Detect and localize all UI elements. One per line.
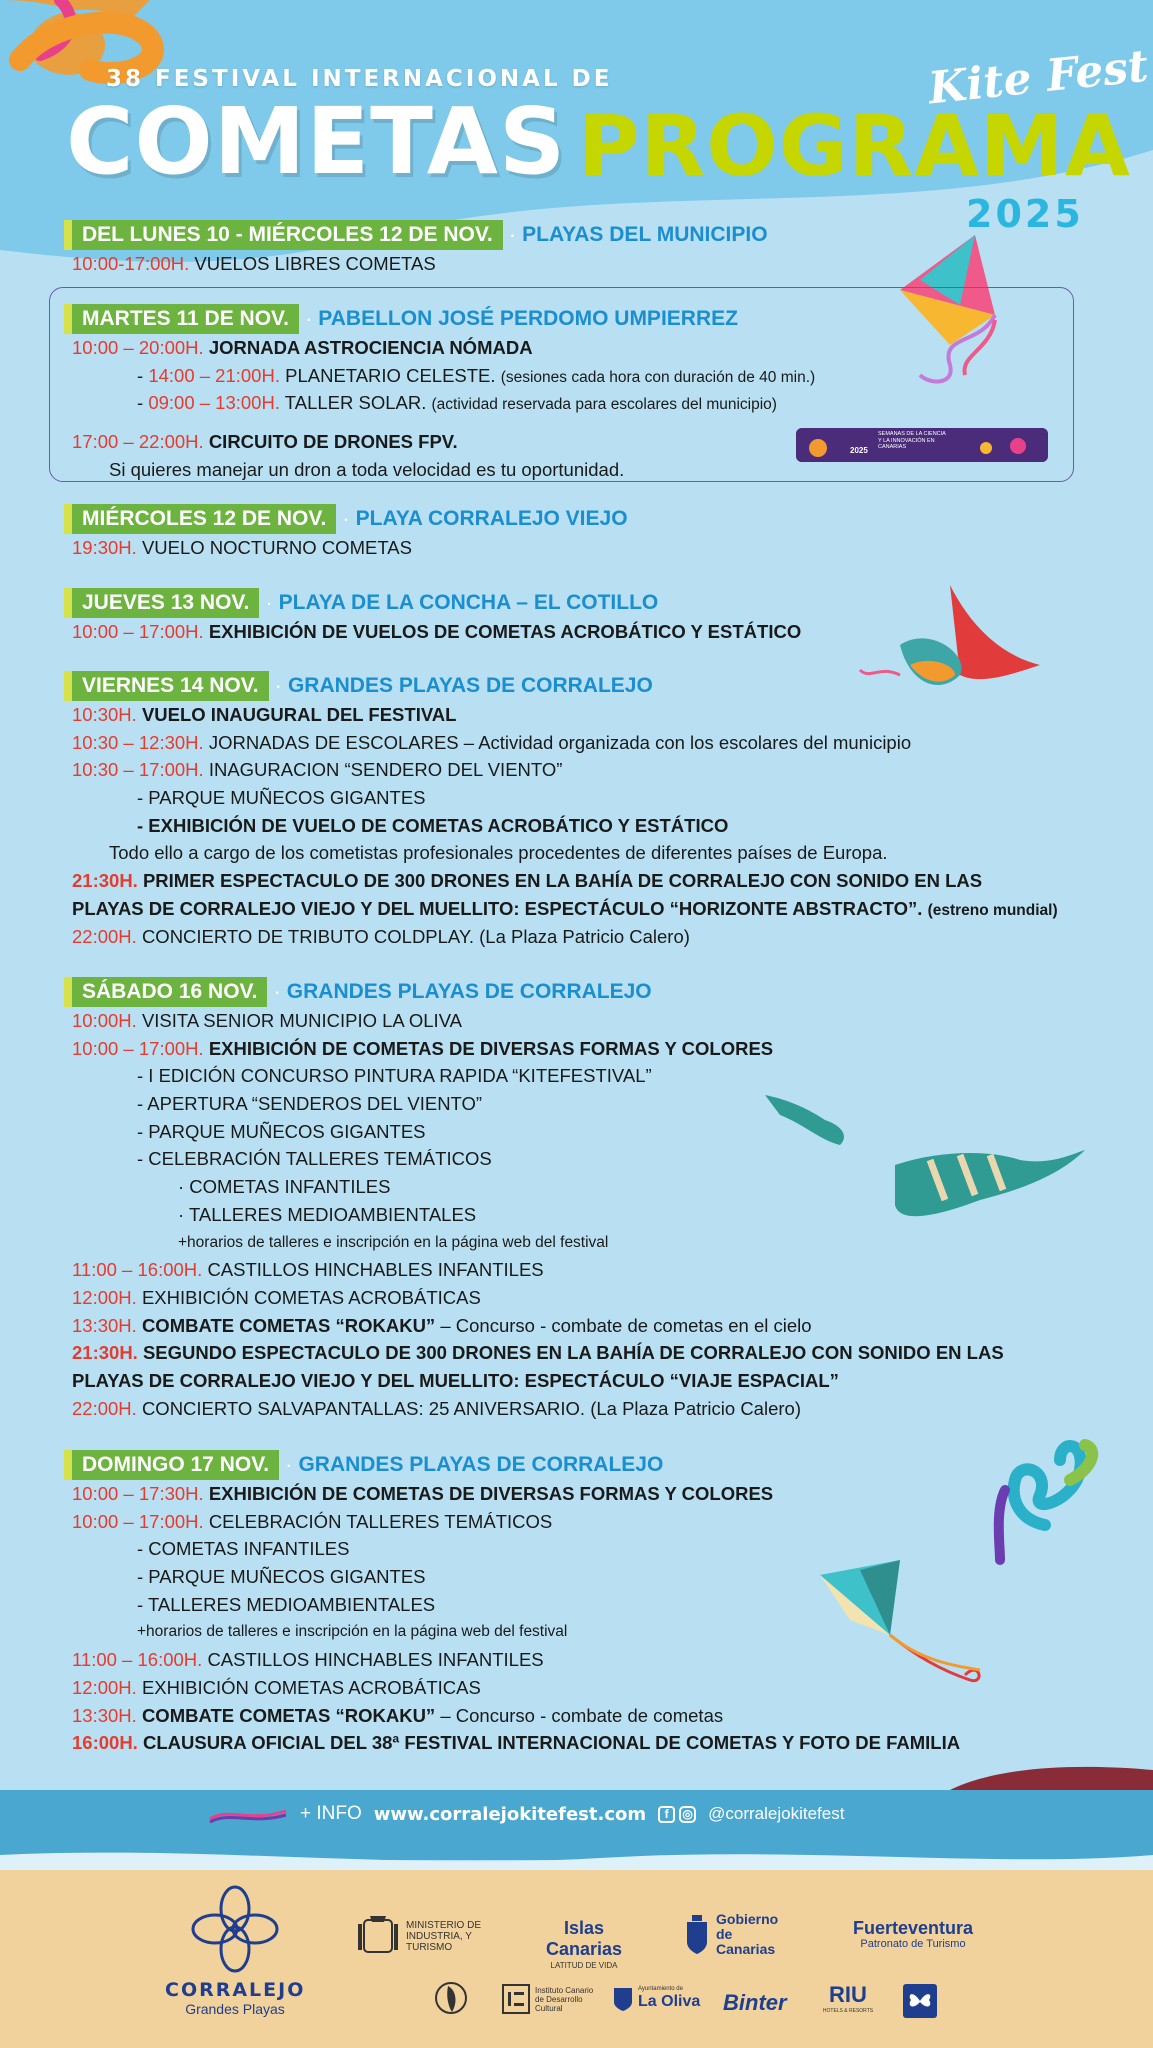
program-section: VIERNES 14 NOV. · GRANDES PLAYAS DE CORRALEJO 10:30H. VUELO INAUGURAL DEL FESTIVAL 10:30 – 12:30H. JORNADAS DE ESCOLARES – Actividad organizada con los escolares del municipio 10:30 – 17:00H. INAGURACION “SENDERO DEL VIENTO” - PARQUE MUÑECOS GIGANTES - EXHIBICIÓN DE VUELO DE COMETAS ACROBÁTICO Y ESTÁTICO Todo ello a cargo de los cometistas profesionales procedentes de diferentes países de Europa. 21:30H. PRIMER ESPECTACULO DE 300 DRONES EN LA BAHÍA DE CORRALEJO CON SONIDO EN LAS PLAYAS DE CORRALEJO VIEJO Y DEL MUELLITO: ESPECTÁCULO “HORIZONTE ABSTRACTO”. (estreno mundial) 22:00H. CONCIERTO DE TRIBUTO COLDPLAY. (La Plaza Patricio Calero) xyxy=(64,670,1104,950)
riu-logo: RIU HOTELS & RESORTS xyxy=(822,1982,874,2014)
schedule-line: 21:30H. PRIMER ESPECTACULO DE 300 DRONES EN LA BAHÍA DE CORRALEJO CON SONIDO EN LAS xyxy=(72,870,983,892)
schedule-line: - APERTURA “SENDEROS DEL VIENTO” xyxy=(137,1093,483,1115)
icdc-logo: Instituto Canario de Desarrollo Cultural xyxy=(502,1984,595,2014)
ciencia-banner xyxy=(796,428,1048,462)
cabildo-logo xyxy=(434,1980,468,2020)
place-label: PLAYA DE LA CONCHA – EL COTILLO xyxy=(278,590,659,614)
schedule-line: Todo ello a cargo de los cometistas profesionales procedentes de diferentes países de Europa. xyxy=(109,842,888,864)
program-section: DEL LUNES 10 - MIÉRCOLES 12 DE NOV. · PLAYAS DEL MUNICIPIO 10:00-17:00H. VUELOS LIBRES COMETAS xyxy=(64,219,1104,278)
schedule-line: PLAYAS DE CORRALEJO VIEJO Y DEL MUELLITO: ESPECTÁCULO “HORIZONTE ABSTRACTO”. (estreno mundial) xyxy=(72,897,1058,919)
website-link[interactable]: www.corralejokitefest.com xyxy=(373,1803,647,1825)
place-label: GRANDES PLAYAS DE CORRALEJO xyxy=(298,1452,664,1476)
facebook-icon[interactable]: f xyxy=(658,1806,675,1823)
coat-of-arms-icon xyxy=(356,1912,400,1960)
info-bar xyxy=(298,1803,844,1825)
schedule-line: 22:00H. CONCIERTO DE TRIBUTO COLDPLAY. (La Plaza Patricio Calero) xyxy=(72,925,690,947)
schedule-line: 17:00 – 22:00H. CIRCUITO DE DRONES FPV. xyxy=(72,431,458,453)
instagram-icon[interactable]: ◎ xyxy=(679,1806,696,1823)
schedule-line: 11:00 – 16:00H. CASTILLOS HINCHABLES INFANTILES xyxy=(72,1259,544,1281)
program-section: JUEVES 13 NOV. · PLAYA DE LA CONCHA – EL COTILLO 10:00 – 17:00H. EXHIBICIÓN DE VUELOS DE COMETAS ACROBÁTICO Y ESTÁTICO xyxy=(64,587,1104,646)
day-label: MARTES 11 DE NOV. xyxy=(64,304,299,334)
day-label: JUEVES 13 NOV. xyxy=(64,588,259,618)
schedule-line: - EXHIBICIÓN DE VUELO DE COMETAS ACROBÁTICO Y ESTÁTICO xyxy=(137,814,729,836)
schedule-line: - TALLERES MEDIOAMBIENTALES xyxy=(137,1593,436,1615)
la-oliva-logo: Ayuntamiento de La Oliva xyxy=(612,1984,700,2012)
schedule-line: 13:30H. COMBATE COMETAS “ROKAKU” – Concurso - combate de cometas en el cielo xyxy=(72,1314,812,1336)
social-handle[interactable]: @corralejokitefest xyxy=(708,1804,845,1823)
schedule-line: - PARQUE MUÑECOS GIGANTES xyxy=(137,1120,426,1142)
schedule-line: - 14:00 – 21:00H. PLANETARIO CELESTE. (sesiones cada hora con duración de 40 min.) xyxy=(137,364,816,386)
place-label: GRANDES PLAYAS DE CORRALEJO xyxy=(286,979,652,1003)
butterfly-logo xyxy=(903,1984,937,2018)
schedule-line: 11:00 – 16:00H. CASTILLOS HINCHABLES INFANTILES xyxy=(72,1649,544,1671)
schedule-line: 10:00 – 17:00H. CELEBRACIÓN TALLERES TEMÁTICOS xyxy=(72,1510,553,1532)
schedule-line: 10:00 – 17:30H. EXHIBICIÓN DE COMETAS DE DIVERSAS FORMAS Y COLORES xyxy=(72,1483,774,1504)
crest-icon xyxy=(684,1914,710,1956)
la-oliva-icon xyxy=(612,1984,634,2012)
banner-title: SEMANAS DE LA CIENCIA Y LA INNOVACIÓN EN CANARIAS xyxy=(878,431,946,450)
schedule-line: 16:00H. CLAUSURA OFICIAL DEL 38ª FESTIVAL INTERNACIONAL DE COMETAS Y FOTO DE FAMILIA xyxy=(72,1732,961,1754)
place-label: PLAYAS DEL MUNICIPIO xyxy=(522,222,768,246)
schedule-line: - I EDICIÓN CONCURSO PINTURA RAPIDA “KITEFESTIVAL” xyxy=(137,1065,652,1087)
schedule-line: 21:30H. SEGUNDO ESPECTACULO DE 300 DRONES EN LA BAHÍA DE CORRALEJO CON SONIDO EN LAS xyxy=(72,1342,1004,1364)
corralejo-sub: Grandes Playas xyxy=(185,2001,285,2017)
schedule-line: - COMETAS INFANTILES xyxy=(137,1538,350,1560)
schedule-line: 10:00 – 20:00H. JORNADA ASTROCIENCIA NÓMADA xyxy=(72,337,533,358)
banner-year: 2025 xyxy=(850,446,868,455)
schedule-line: +horarios de talleres e inscripción en la página web del festival xyxy=(137,1623,568,1641)
schedule-line: 13:30H. COMBATE COMETAS “ROKAKU” – Concurso - combate de cometas xyxy=(72,1704,724,1726)
schedule-line: 12:00H. EXHIBICIÓN COMETAS ACROBÁTICAS xyxy=(72,1286,481,1308)
festival-subtitle: 38 FESTIVAL INTERNACIONAL DE xyxy=(106,66,613,92)
fuerteventura-logo: Fuerteventura Patronato de Turismo xyxy=(852,1918,974,1950)
islas-canarias-logo: Islas Canarias LATITUD DE VIDA xyxy=(545,1918,623,1970)
programa-title: PROGRAMA xyxy=(578,97,1131,195)
cometas-logo-title: COMETAS xyxy=(66,88,567,195)
schedule-line: 12:00H. EXHIBICIÓN COMETAS ACROBÁTICAS xyxy=(72,1676,481,1698)
schedule-line: · TALLERES MEDIOAMBIENTALES xyxy=(178,1203,477,1225)
schedule-line: · COMETAS INFANTILES xyxy=(178,1176,391,1198)
flower-icon xyxy=(190,1884,280,1974)
schedule-line: - PARQUE MUÑECOS GIGANTES xyxy=(137,787,426,809)
icdc-icon xyxy=(502,1984,530,2014)
schedule-line: PLAYAS DE CORRALEJO VIEJO Y DEL MUELLITO: ESPECTÁCULO “VIAJE ESPACIAL” xyxy=(72,1369,839,1391)
day-label: VIERNES 14 NOV. xyxy=(64,671,269,701)
schedule-line: 22:00H. CONCIERTO SALVAPANTALLAS: 25 ANIVERSARIO. (La Plaza Patricio Calero) xyxy=(72,1397,801,1419)
kitefest-logo: Kite Fest xyxy=(925,40,1151,115)
corralejo-word: CORRALEJO xyxy=(165,1979,306,2001)
corralejo-logo xyxy=(165,1884,305,2017)
program-section: DOMINGO 17 NOV. · GRANDES PLAYAS DE CORRALEJO 10:00 – 17:30H. EXHIBICIÓN DE COMETAS DE DIVERSAS FORMAS Y COLORES 10:00 – 17:00H. CELEBRACIÓN TALLERES TEMÁTICOS - COMETAS INFANTILES - PARQUE MUÑECOS GIGANTES - TALLERES MEDIOAMBIENTALES +horarios de talleres e inscripción en la página web del festival 11:00 – 16:00H. CASTILLOS HINCHABLES INFANTILES 12:00H. EXHIBICIÓN COMETAS ACROBÁTICAS 13:30H. COMBATE COMETAS “ROKAKU” – Concurso - combate de cometas 16:00H. CLAUSURA OFICIAL DEL 38ª FESTIVAL INTERNACIONAL DE COMETAS Y FOTO DE FAMILIA xyxy=(64,1449,1104,1757)
schedule-line: - PARQUE MUÑECOS GIGANTES xyxy=(137,1566,426,1588)
day-label: DOMINGO 17 NOV. xyxy=(64,1450,279,1480)
info-label: + INFO xyxy=(300,1803,362,1824)
schedule-line: 19:30H. VUELO NOCTURNO COMETAS xyxy=(72,537,412,558)
binter-logo: Binter xyxy=(723,1990,787,2015)
place-label: PABELLON JOSÉ PERDOMO UMPIERREZ xyxy=(318,306,738,330)
schedule-line: 10:00H. VISITA SENIOR MUNICIPIO LA OLIVA xyxy=(72,1010,463,1031)
program-section: MARTES 11 DE NOV. · PABELLON JOSÉ PERDOMO UMPIERREZ 10:00 – 20:00H. JORNADA ASTROCIENCIA NÓMADA - 14:00 – 21:00H. PLANETARIO CELESTE. (sesiones cada hora con duración de 40 min.) - 09:00 – 13:00H. TALLER SOLAR. (actividad reservada para escolares del municipio) 17:00 – 22:00H. CIRCUITO DE DRONES FPV. Si quieres manejar un dron a toda velocidad es tu oportunidad. xyxy=(64,303,1104,483)
island-icon xyxy=(434,1980,468,2020)
schedule-line: 10:30H. VUELO INAUGURAL DEL FESTIVAL xyxy=(72,704,457,725)
schedule-line: 10:30 – 12:30H. JORNADAS DE ESCOLARES – Actividad organizada con los escolares del municipio xyxy=(72,731,912,753)
gobierno-canarias-logo: Gobierno de Canarias xyxy=(684,1912,792,1957)
day-label: DEL LUNES 10 - MIÉRCOLES 12 DE NOV. xyxy=(64,220,503,250)
schedule-line: 10:00-17:00H. VUELOS LIBRES COMETAS xyxy=(72,253,436,274)
butterfly-icon xyxy=(903,1984,937,2018)
wave-logo-icon xyxy=(208,1803,288,1825)
ministerio-logo: MINISTERIO DE INDUSTRIA, Y TURISMO xyxy=(356,1912,486,1960)
schedule-line: Si quieres manejar un dron a toda velocidad es tu oportunidad. xyxy=(109,458,625,480)
schedule-line: 10:30 – 17:00H. INAGURACION “SENDERO DEL VIENTO” xyxy=(72,759,563,781)
year-label: 2025 xyxy=(966,192,1084,236)
day-label: SÁBADO 16 NOV. xyxy=(64,977,267,1007)
day-label: MIÉRCOLES 12 DE NOV. xyxy=(64,504,336,534)
place-label: GRANDES PLAYAS DE CORRALEJO xyxy=(287,673,653,697)
program-section: MIÉRCOLES 12 DE NOV. · PLAYA CORRALEJO VIEJO 19:30H. VUELO NOCTURNO COMETAS xyxy=(64,503,1104,562)
schedule-line: 10:00 – 17:00H. EXHIBICIÓN DE VUELOS DE COMETAS ACROBÁTICO Y ESTÁTICO xyxy=(72,621,802,642)
program-section: SÁBADO 16 NOV. · GRANDES PLAYAS DE CORRALEJO 10:00H. VISITA SENIOR MUNICIPIO LA OLIVA 10:00 – 17:00H. EXHIBICIÓN DE COMETAS DE DIVERSAS FORMAS Y COLORES - I EDICIÓN CONCURSO PINTURA RAPIDA “KITEFESTIVAL” - APERTURA “SENDEROS DEL VIENTO” - PARQUE MUÑECOS GIGANTES - CELEBRACIÓN TALLERES TEMÁTICOS · COMETAS INFANTILES · TALLERES MEDIOAMBIENTALES +horarios de talleres e inscripción en la página web del festival 11:00 – 16:00H. CASTILLOS HINCHABLES INFANTILES 12:00H. EXHIBICIÓN COMETAS ACROBÁTICAS 13:30H. COMBATE COMETAS “ROKAKU” – Concurso - combate de cometas en el cielo 21:30H. SEGUNDO ESPECTACULO DE 300 DRONES EN LA BAHÍA DE CORRALEJO CON SONIDO EN LAS PLAYAS DE CORRALEJO VIEJO Y DEL MUELLITO: ESPECTÁCULO “VIAJE ESPACIAL” 22:00H. CONCIERTO SALVAPANTALLAS: 25 ANIVERSARIO. (La Plaza Patricio Calero) xyxy=(64,976,1104,1422)
place-label: PLAYA CORRALEJO VIEJO xyxy=(355,506,628,530)
schedule-line: 10:00 – 17:00H. EXHIBICIÓN DE COMETAS DE DIVERSAS FORMAS Y COLORES xyxy=(72,1037,774,1059)
schedule-line: - 09:00 – 13:00H. TALLER SOLAR. (actividad reservada para escolares del municipio) xyxy=(137,392,777,414)
schedule-line: - CELEBRACIÓN TALLERES TEMÁTICOS xyxy=(137,1148,492,1170)
schedule-line: +horarios de talleres e inscripción en la página web del festival xyxy=(178,1233,609,1251)
